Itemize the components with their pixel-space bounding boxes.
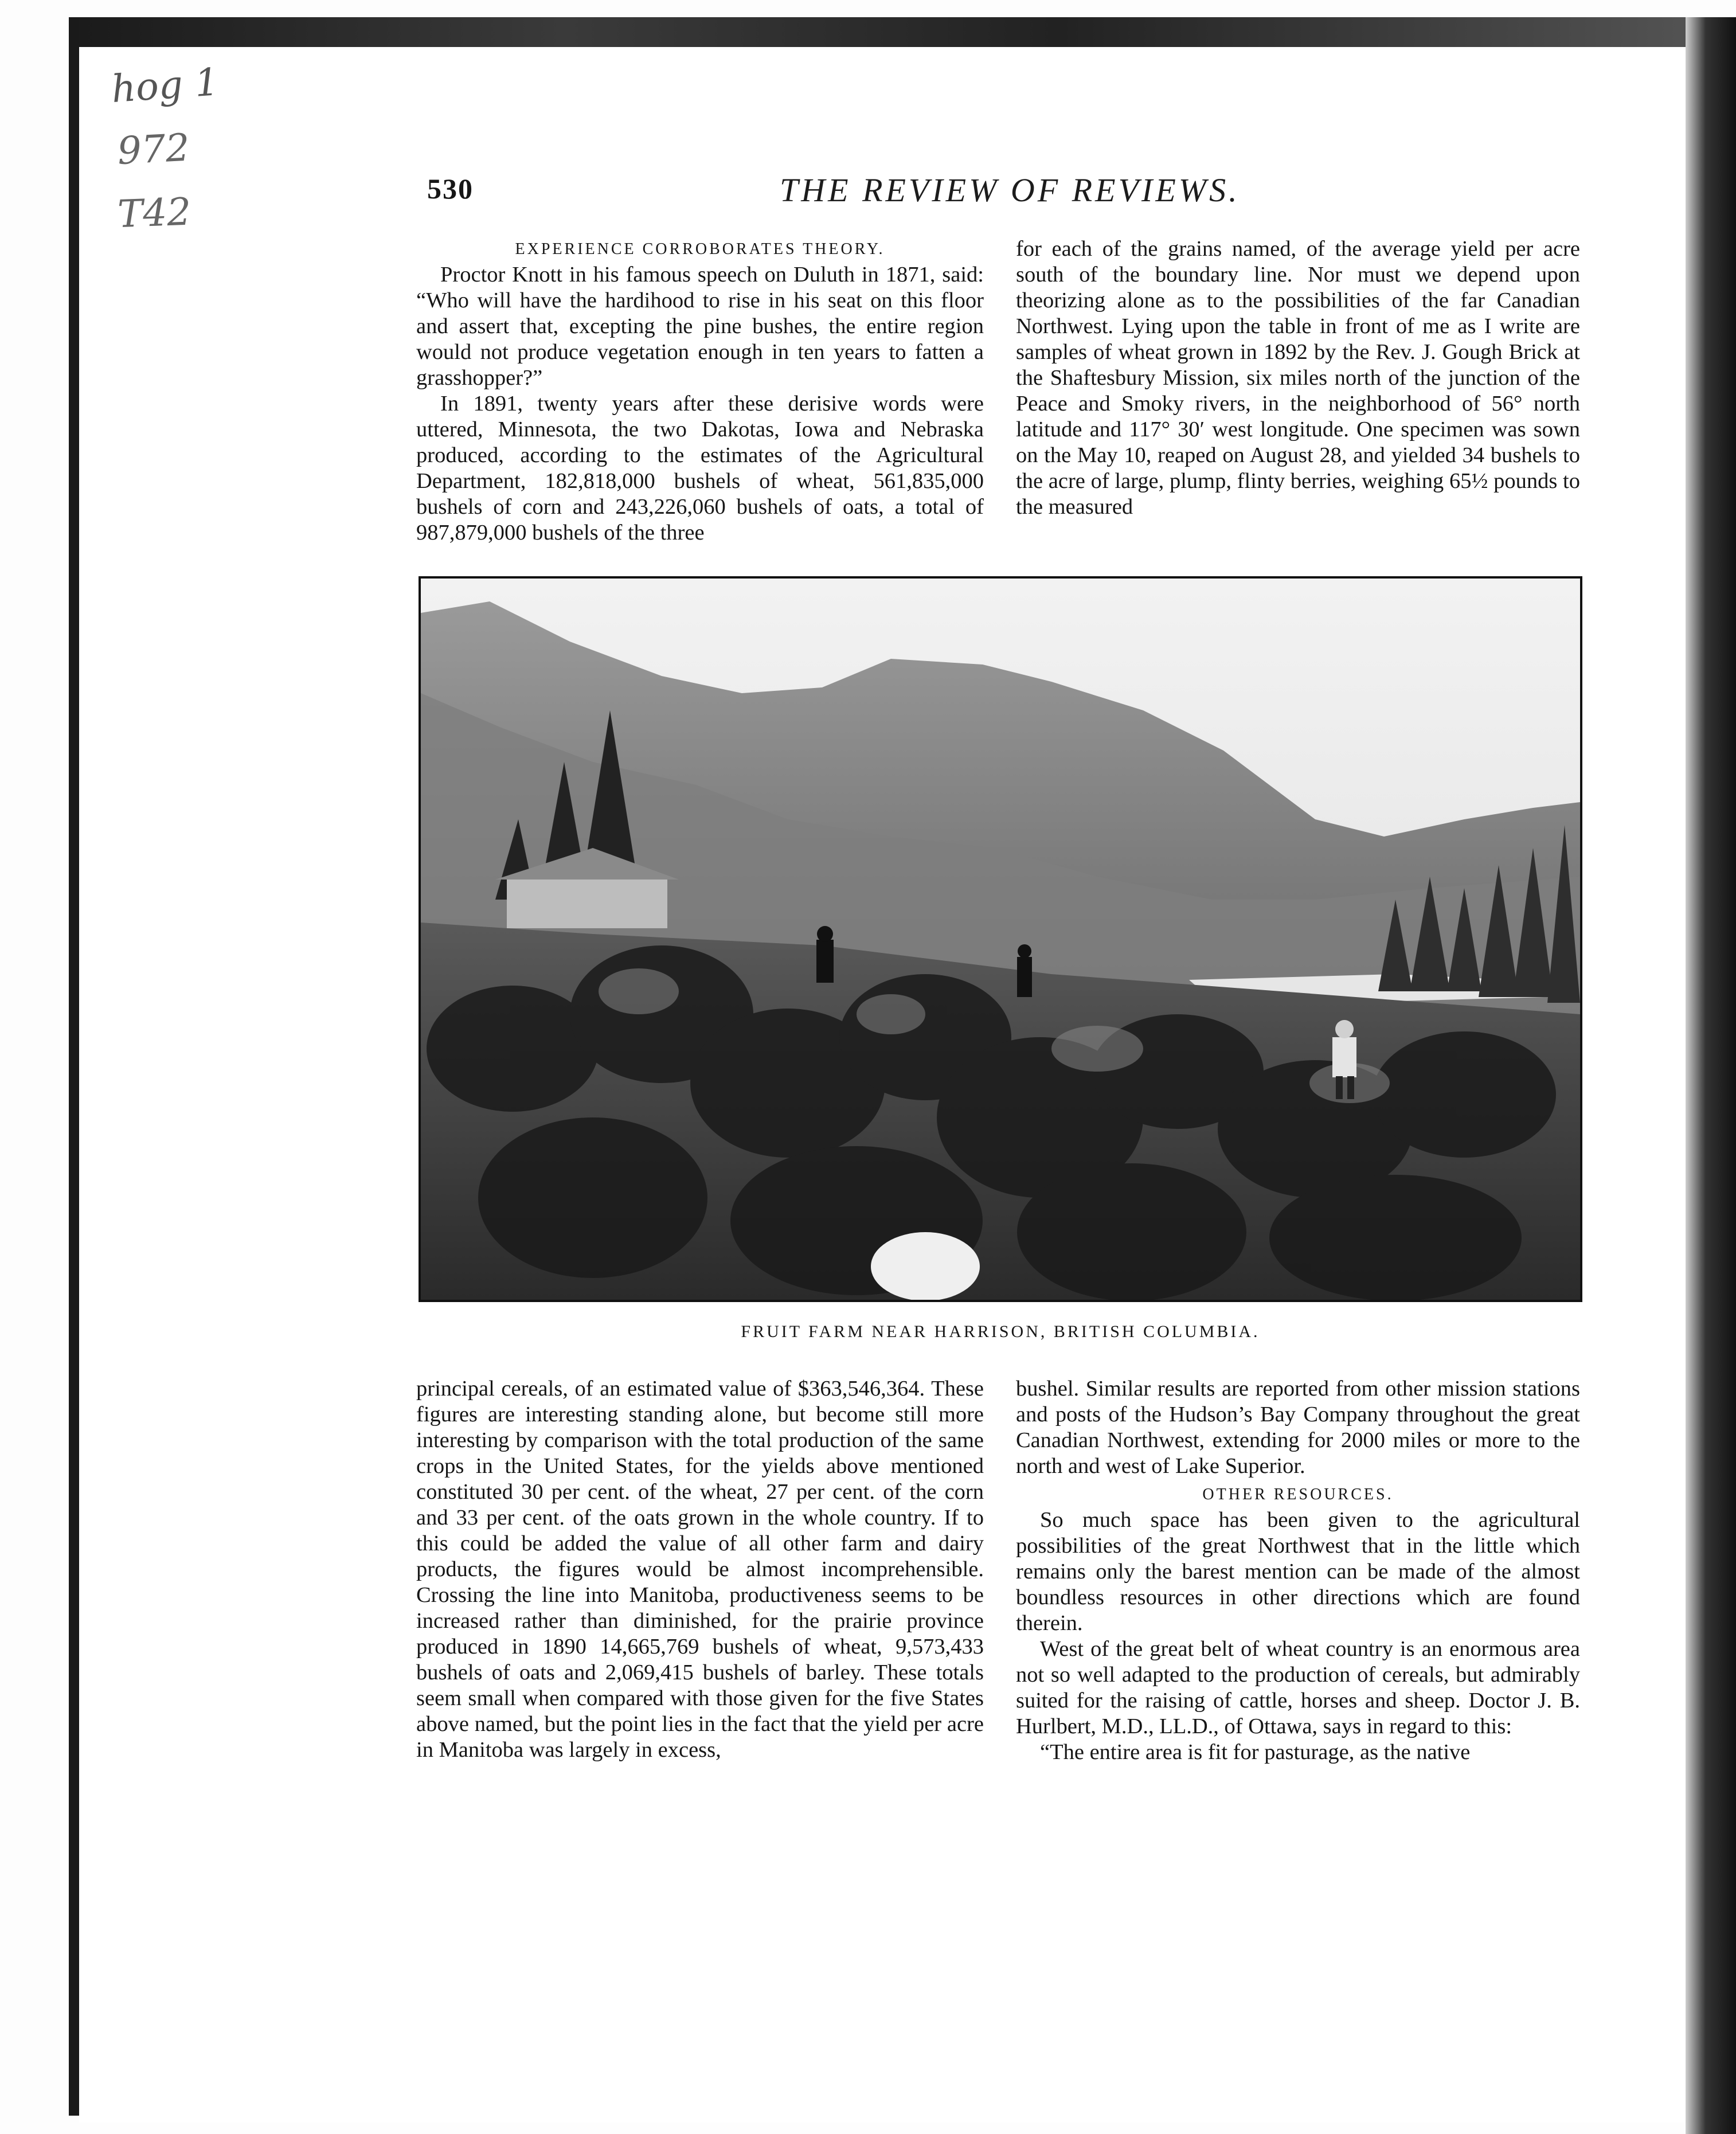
paragraph: for each of the grains named, of the average yield per acre south of the boundary line. Nor must we depend upon theorizing alone as to the possibilities of the far Canadian Northwest. Lying upon the table in front of me as I write are samples of wheat grown in 1892 by the Rev. J. Gough Brick at the Shaftesbury Mission, six miles north of the junction of the Peace and Smoky rivers, in the neighborhood of 56° north latitude and 117° 30′ west longitude. One specimen was sown on the May 10, reaped on August 28, and yielded 34 bushels to the acre of large, plump, flinty berries, weighing 65½ pounds to the measured [1016, 237, 1580, 519]
paragraph: principal cereals, of an estimated value of $363,546,364. These figures are interesting standing alone, but become still more interesting by comparison with the total production of the same crops in the United States, for the yields above mentioned constituted 30 per cent. of the wheat, 27 per cent. of the corn and 33 per cent. of the oats grown in the whole country. If to this could be added the value of all other farm and dairy products, the figures would be almost incomprehensible. Crossing the line into Manitoba, productiveness seems to be increased rather than diminished, for the prairie province produced in 1890 14,665,769 bushels of wheat, 9,573,433 bushels of oats and 2,069,415 bushels of barley. These totals seem small when compared with those given for the five States above named, but the point lies in the fact that the yield per acre in Manitoba was largely in excess, [416, 1377, 984, 1762]
paragraph: West of the great belt of wheat country is an enormous area not so well adapted to the production of cereals, but admirably suited for the raising of cattle, horses and sheep. Doctor J. B. Hurlbert, M.D., LL.D., of Ottawa, says in regard to this: [1016, 1637, 1580, 1738]
handwriting-line-3: T42 [116, 189, 192, 237]
paragraph: Proctor Knott in his famous speech on Duluth in 1871, said: “Who will have the hardihood to rise in his seat on this floor and assert that, excepting the pine bushes, the entire region would not produce vegetation enough in ten years to fatten a grasshopper?” [416, 263, 984, 390]
handwritten-call-number [102, 55, 251, 244]
column-lower-right [1016, 1376, 1580, 1765]
handwriting-line-2: 972 [116, 125, 191, 174]
scan-left-edge [69, 17, 79, 2116]
section-heading: EXPERIENCE CORROBORATES THEORY. [515, 240, 885, 258]
section-heading: OTHER RESOURCES. [1202, 1486, 1394, 1503]
handwriting-line-1: hog 1 [110, 60, 221, 112]
paragraph: bushel. Similar results are reported from other mission stations and posts of the Hudson’s Bay Company throughout the great Canadian Northwest, extending for 2000 miles or more to the north and west of Lake Superior. [1016, 1377, 1580, 1478]
halftone-photograph [419, 576, 1582, 1302]
scan-right-edge [1686, 17, 1736, 2134]
running-title: THE REVIEW OF REVIEWS. [780, 171, 1240, 209]
page-number: 530 [427, 173, 474, 205]
column-upper-right [1016, 236, 1580, 520]
paragraph: In 1891, twenty years after these derisive words were uttered, Minnesota, the two Dakotas, Iowa and Nebraska produced, according to the estimates of the Agricultural Department, 182,818,000 bushels of wheat, 561,835,000 bushels of corn and 243,226,060 bushels of oats, a total of 987,879,000 bushels of the three [416, 392, 984, 545]
column-lower-left [416, 1376, 984, 1763]
paragraph: So much space has been given to the agricultural possibilities of the great Northwest that in the little which remains only the barest mention can be made of the almost boundless resources in other directions which are found therein. [1016, 1508, 1580, 1635]
fruit-farm-photo [421, 579, 1580, 1300]
photo-caption: FRUIT FARM NEAR HARRISON, BRITISH COLUMBIA. [741, 1322, 1260, 1341]
column-upper-left [416, 236, 984, 546]
paragraph: “The entire area is fit for pasturage, as the native [1040, 1740, 1471, 1764]
